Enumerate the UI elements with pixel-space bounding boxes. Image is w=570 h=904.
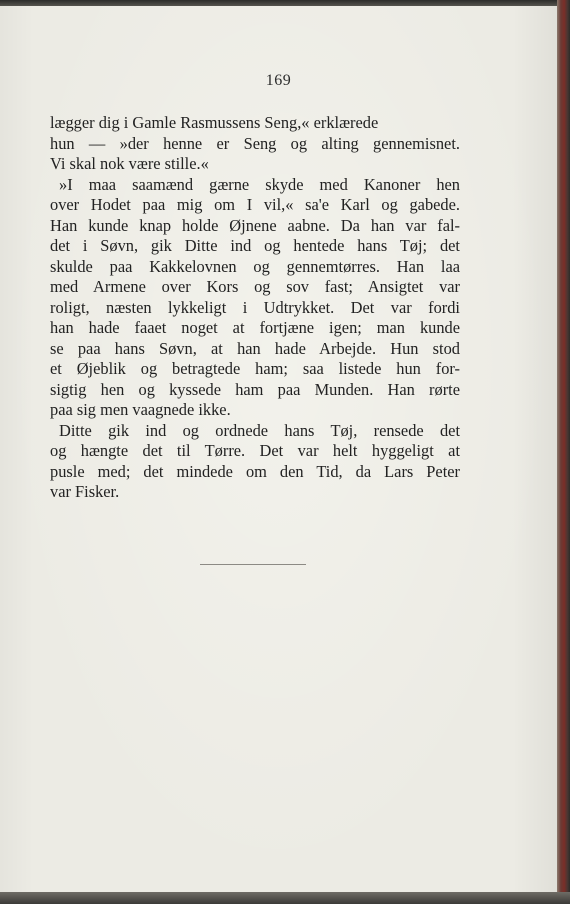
text-line: paa sig men vaagnede ikke.: [50, 400, 231, 419]
text-line: hun — »der henne er Seng og alting gennemisnet.: [50, 133, 460, 153]
text-line: var Fisker.: [50, 482, 120, 501]
text-line: Ditte gik ind og ordnede hans Tøj, rensede det: [59, 420, 460, 440]
text-line: og hængte det til Tørre. Det var helt hyggeligt at: [50, 441, 460, 460]
text-line: roligt, næsten lykkeligt i Udtrykket. Det var fordi: [50, 297, 460, 317]
text-line: han hade faaet noget at fortjæne igen; man kunde: [50, 318, 460, 337]
page-number: 169: [265, 72, 292, 89]
page-bottom-edge: [0, 892, 570, 904]
section-divider: [200, 564, 306, 565]
text-line: pusle med; det mindede om den Tid, da Lars Peter: [50, 461, 460, 481]
book-spine-edge: [557, 0, 570, 904]
book-page: [0, 6, 557, 892]
text-line: se paa hans Søvn, at han hade Arbejde. Hun stod: [50, 338, 460, 358]
text-line: med Armene over Kors og sov fast; Ansigtet var: [50, 277, 460, 296]
text-line: et Øjeblik og betragtede ham; saa listede hun for-: [50, 359, 460, 378]
text-line: skulde paa Kakkelovnen og gennemtørres. Han laa: [50, 256, 460, 276]
text-line: det i Søvn, gik Ditte ind og hentede hans Tøj; det: [50, 236, 460, 255]
text-line: lægger dig i Gamle Rasmussens Seng,« erklærede: [50, 113, 379, 132]
text-line: »I maa saamænd gærne skyde med Kanoner hen: [59, 174, 460, 194]
body-text: [50, 113, 460, 503]
text-line: sigtig hen og kyssede ham paa Munden. Han rørte: [50, 379, 460, 399]
text-line: Han kunde knap holde Øjnene aabne. Da han var fal-: [50, 215, 460, 235]
text-line: Vi skal nok være stille.«: [50, 154, 209, 173]
text-line: over Hodet paa mig om I vil,« sa'e Karl og gabede.: [50, 195, 460, 214]
